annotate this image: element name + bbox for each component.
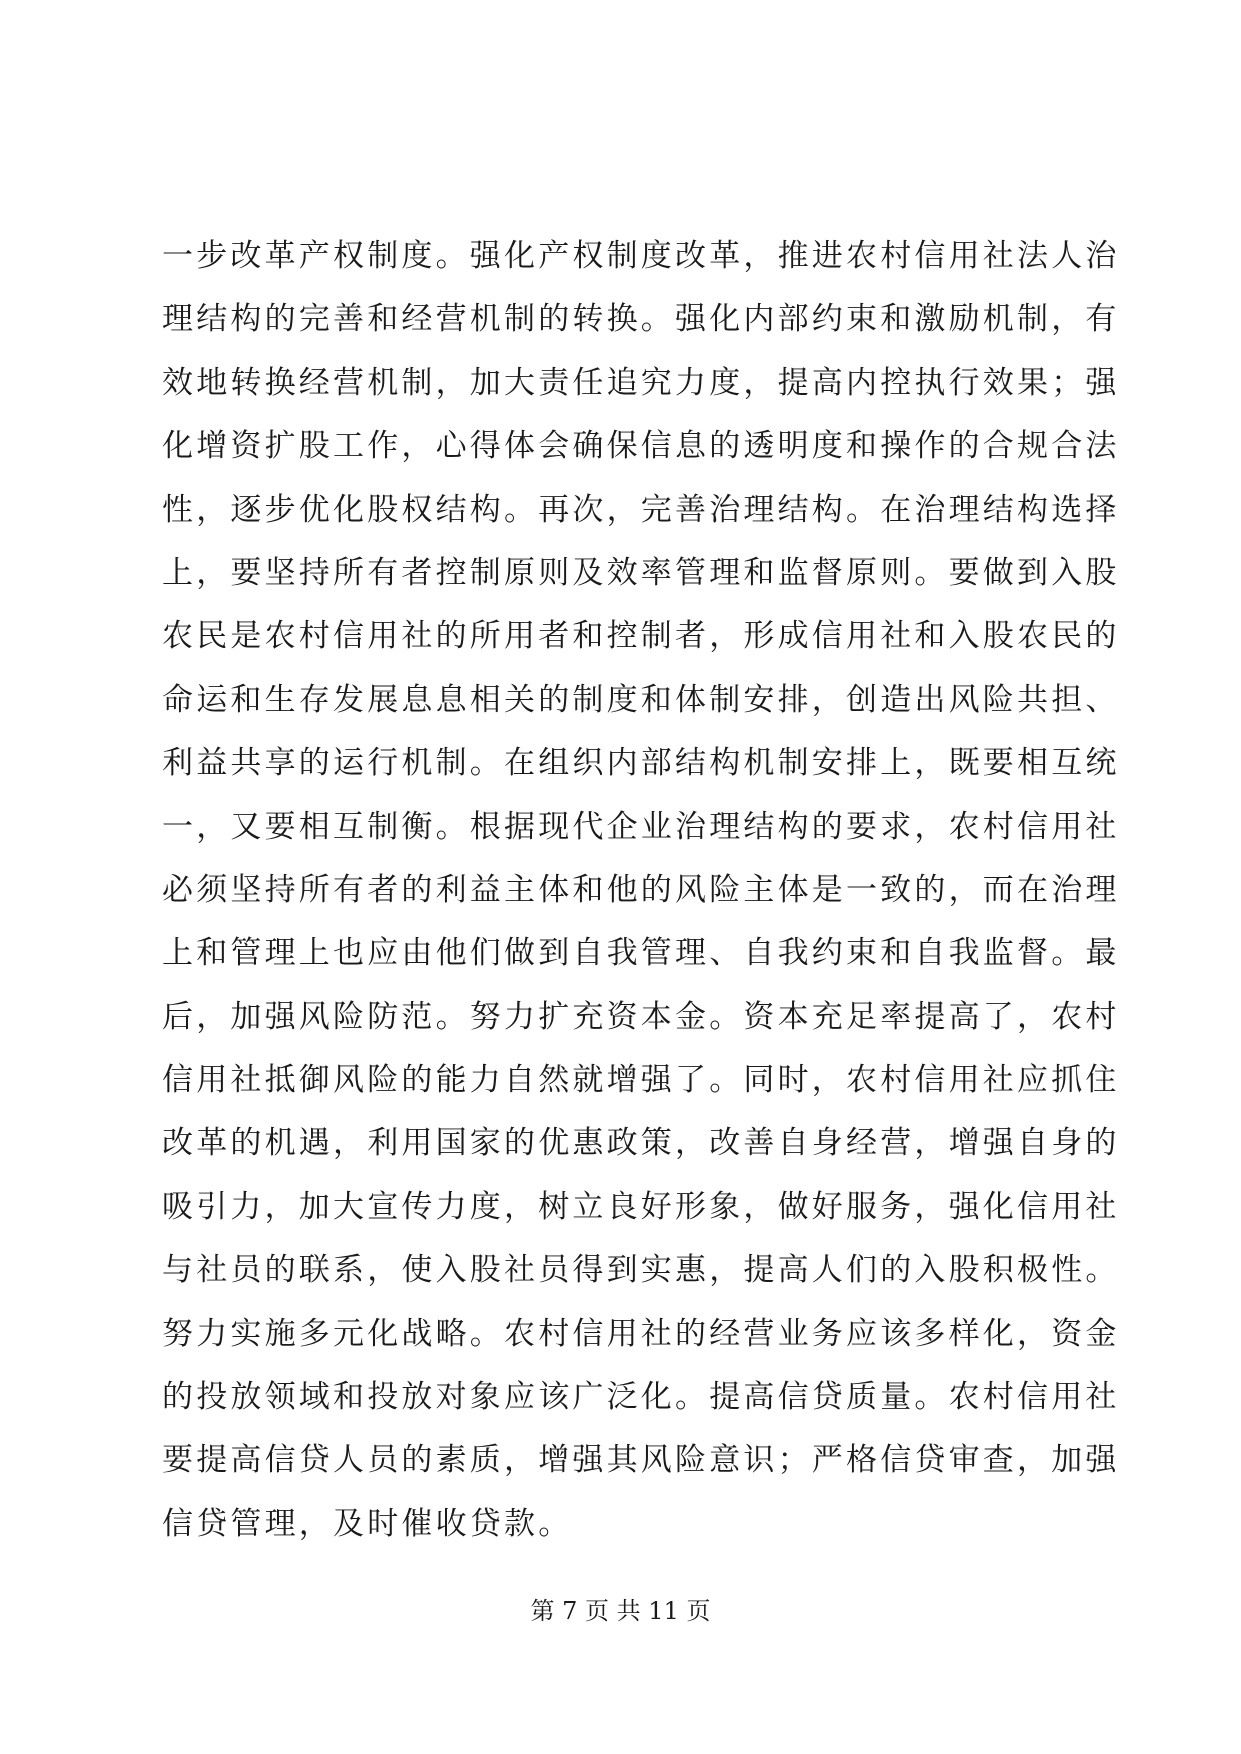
text-line: 效地转换经营机制，加大责任追究力度，提高内控执行效果；强 [162,364,1120,401]
text-line: 利益共享的运行机制。在组织内部结构机制安排上，既要相互统 [162,745,1120,782]
body-text [162,225,1120,1556]
text-line: 上和管理上也应由他们做到自我管理、自我约束和自我监督。最 [162,935,1120,972]
text-line: 要提高信贷人员的素质，增强其风险意识；严格信贷审查，加强 [162,1442,1120,1479]
text-line: 上，要坚持所有者控制原则及效率管理和监督原则。要做到入股 [162,554,1120,591]
text-line: 农民是农村信用社的所用者和控制者，形成信用社和入股农民的 [162,618,1120,655]
text-line: 的投放领域和投放对象应该广泛化。提高信贷质量。农村信用社 [162,1379,1120,1416]
text-line: 性，逐步优化股权结构。再次，完善治理结构。在治理结构选择 [162,491,1120,528]
page-footer: 第 7 页 共 11 页 [530,1597,711,1625]
text-line: 信用社抵御风险的能力自然就增强了。同时，农村信用社应抓住 [162,1062,1120,1099]
text-line: 后，加强风险防范。努力扩充资本金。资本充足率提高了，农村 [162,998,1120,1035]
text-line: 一，又要相互制衡。根据现代企业治理结构的要求，农村信用社 [162,808,1120,845]
text-line: 命运和生存发展息息相关的制度和体制安排，创造出风险共担、 [162,681,1120,718]
text-line: 一步改革产权制度。强化产权制度改革，推进农村信用社法人治 [162,238,1120,274]
text-line: 必须坚持所有者的利益主体和他的风险主体是一致的，而在治理 [162,871,1120,908]
text-line: 努力实施多元化战略。农村信用社的经营业务应该多样化，资金 [162,1315,1120,1352]
text-line: 信贷管理，及时催收贷款。 [162,1505,573,1542]
text-line: 理结构的完善和经营机制的转换。强化内部约束和激励机制，有 [162,301,1120,338]
text-line: 化增资扩股工作，心得体会确保信息的透明度和操作的合规合法 [162,428,1120,465]
text-line: 与社员的联系，使入股社员得到实惠，提高人们的入股积极性。 [162,1252,1120,1289]
text-line: 改革的机遇，利用国家的优惠政策，改善自身经营，增强自身的 [162,1125,1120,1162]
text-line: 吸引力，加大宣传力度，树立良好形象，做好服务，强化信用社 [162,1188,1120,1225]
